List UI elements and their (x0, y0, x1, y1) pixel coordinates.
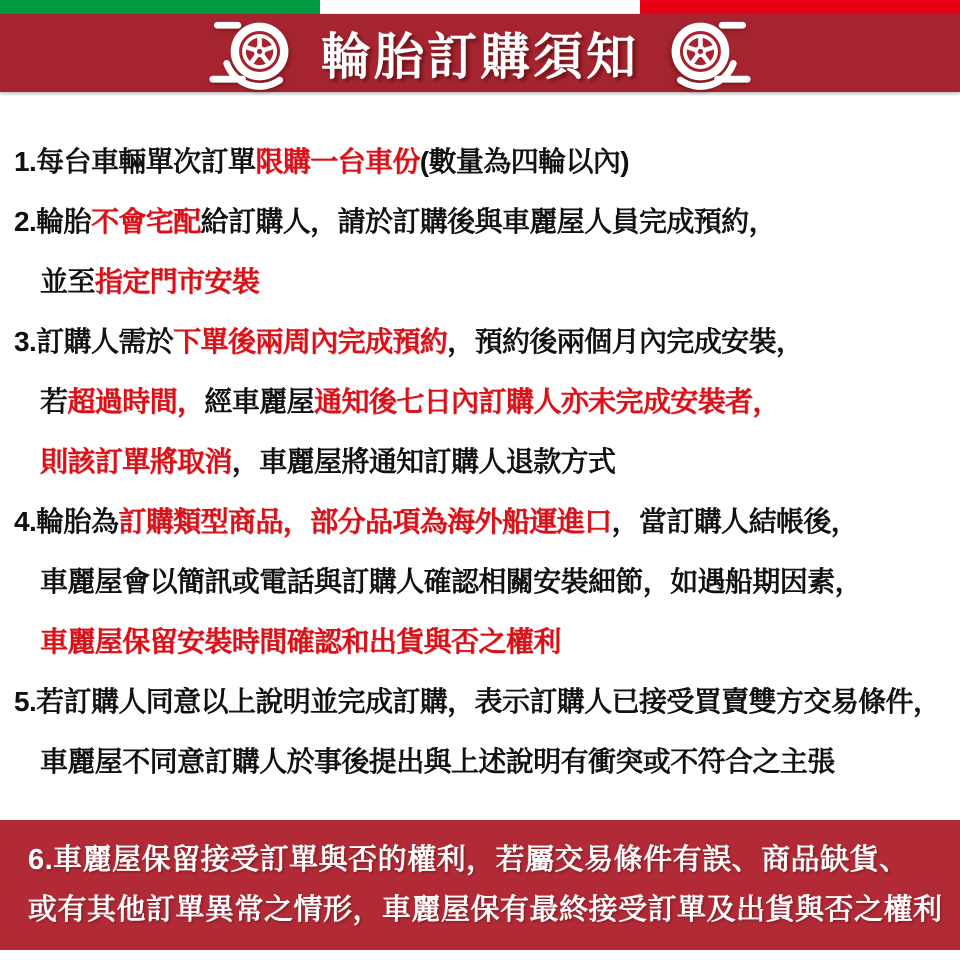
text-segment: 5.若訂購人同意以上說明並完成訂購，表示訂購人已接受買賣雙方交易條件， (14, 686, 941, 717)
notice-line (14, 492, 952, 552)
notice-line (14, 132, 952, 192)
tire-icon (653, 15, 757, 91)
highlighted-text-segment: 車麗屋保留安裝時間確認和出貨與否之權利 (40, 626, 561, 657)
text-segment: 1.每台車輛單次訂單 (14, 146, 256, 177)
notice-line (14, 252, 952, 312)
highlighted-text-segment: 訂購類型商品，部分品項為海外船運進口 (118, 506, 612, 537)
highlighted-text-segment: 則該訂單將取消 (40, 446, 232, 477)
notice-body (0, 92, 960, 792)
flag-red-segment (640, 0, 960, 14)
text-segment: 2.輪胎 (14, 206, 91, 237)
page-title: 輪胎訂購須知 (321, 29, 639, 85)
notice-line (14, 552, 952, 612)
notice-line (14, 372, 952, 432)
text-segment: 經車麗屋 (204, 386, 315, 417)
notice-line (14, 432, 952, 492)
highlighted-text-segment: 不會宅配 (90, 206, 201, 237)
text-segment: 車麗屋不同意訂購人於事後提出與上述說明有衝突或不符合之主張 (40, 746, 835, 777)
text-segment: 給訂購人，請於訂購後與車麗屋人員完成預約， (200, 206, 776, 237)
text-segment: 車麗屋會以簡訊或電話與訂購人確認相關安裝細節，如遇船期因素， (40, 566, 863, 597)
notice-line (14, 672, 952, 732)
footer-line: 或有其他訂單異常之情形，車麗屋保有最終接受訂單及出貨與否之權利 (28, 894, 943, 926)
highlighted-text-segment: 下單後兩周內完成預約 (173, 326, 448, 357)
text-segment: ，當訂購人結帳後， (611, 506, 859, 537)
text-segment: 4.輪胎為 (14, 506, 119, 537)
highlighted-text-segment: 通知後七日內訂購人亦未完成安裝者， (314, 386, 780, 417)
highlighted-text-segment: 指定門市安裝 (94, 266, 260, 297)
footer-line: 6.車麗屋保留接受訂單與否的權利，若屬交易條件有誤、商品缺貨、 (28, 844, 909, 876)
header-banner (0, 14, 960, 92)
text-segment: 3.訂購人需於 (14, 326, 174, 357)
notice-line (14, 732, 952, 792)
text-segment: ，預約後兩個月內完成安裝， (447, 326, 804, 357)
flag-white-segment (320, 0, 640, 14)
highlighted-text-segment: 超過時間， (67, 386, 205, 417)
notice-line (14, 312, 952, 372)
footer-banner (0, 820, 960, 950)
highlighted-text-segment: 限購一台車份 (255, 146, 420, 177)
text-segment: ，車麗屋將通知訂購人退款方式 (231, 446, 616, 477)
flag-strip (0, 0, 960, 14)
text-segment: (數量為四輪以內) (419, 146, 630, 177)
notice-line (14, 612, 952, 672)
flag-green-segment (0, 0, 320, 14)
text-segment: 若 (40, 386, 68, 417)
tire-icon (203, 15, 307, 91)
text-segment: 並至 (40, 266, 95, 297)
notice-line (14, 192, 952, 252)
